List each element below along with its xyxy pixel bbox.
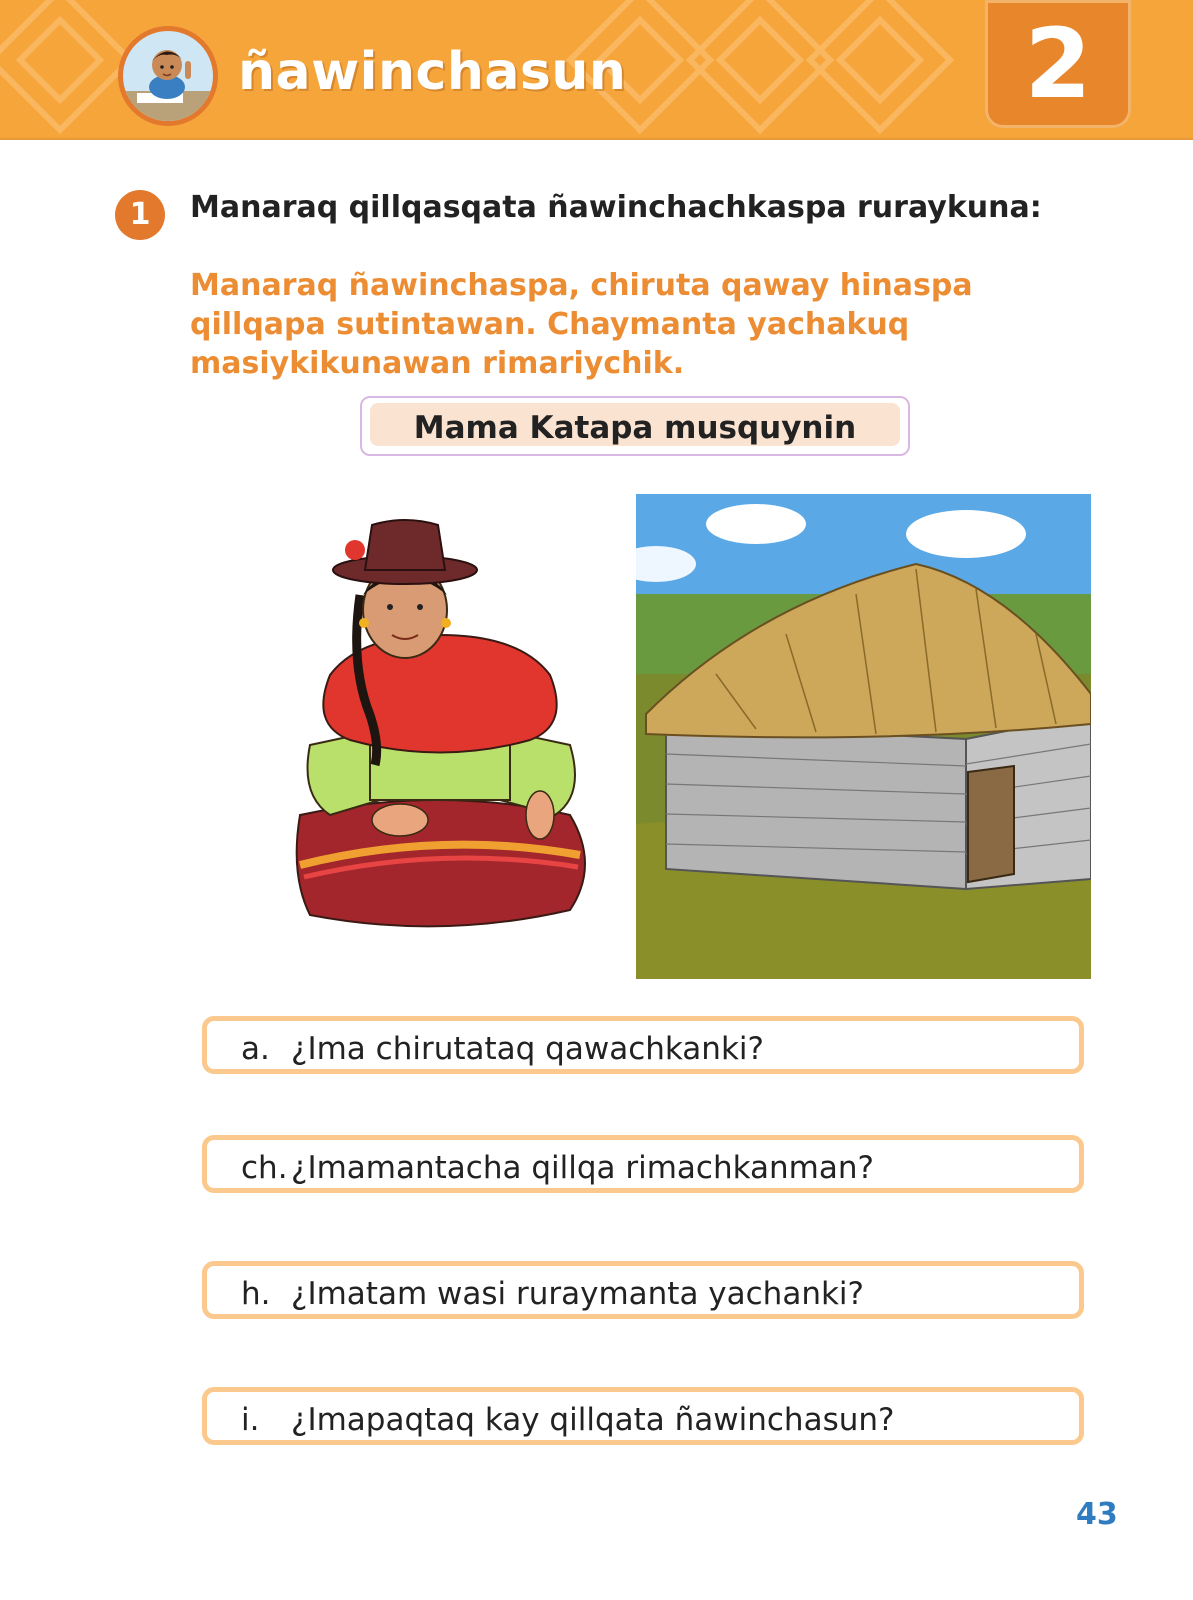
question-box-a[interactable] (202, 1016, 1084, 1074)
story-title-box (360, 396, 910, 456)
sub-instruction (190, 266, 1010, 383)
question-text: ¿Imamantacha qillqa rimachkanman? (291, 1150, 874, 1186)
stone-house-illustration (636, 494, 1091, 979)
question-letter: ch. (241, 1150, 288, 1186)
story-title: Mama Katapa musquynin (413, 410, 857, 446)
question-text: ¿Ima chirutataq qawachkanki? (291, 1031, 764, 1067)
sub-instruction-line: masiykikunawan rimariychik. (190, 346, 685, 381)
question-letter: h. (241, 1276, 271, 1312)
question-box-ch[interactable] (202, 1135, 1084, 1193)
unit-number: 2 (1024, 8, 1092, 120)
step-number-badge: 1 (115, 190, 165, 240)
activity-instruction: Manaraq qillqasqata ñawinchachkaspa ruraykuna: (190, 190, 1042, 225)
section-title: ñawinchasun (238, 42, 627, 102)
sub-instruction-line: qillqapa sutintawan. Chaymanta yachakuq (190, 307, 910, 342)
reading-boy-avatar-icon (118, 26, 218, 126)
question-text: ¿Imatam wasi ruraymanta yachanki? (291, 1276, 864, 1312)
question-letter: i. (241, 1402, 260, 1438)
woman-illustration (270, 515, 610, 935)
question-box-h[interactable] (202, 1261, 1084, 1319)
page-number: 43 (1076, 1497, 1118, 1532)
sub-instruction-line: Manaraq ñawinchaspa, chiruta qaway hinaspa (190, 268, 973, 303)
question-text: ¿Imapaqtaq kay qillqata ñawinchasun? (291, 1402, 895, 1438)
question-letter: a. (241, 1031, 270, 1067)
question-box-i[interactable] (202, 1387, 1084, 1445)
